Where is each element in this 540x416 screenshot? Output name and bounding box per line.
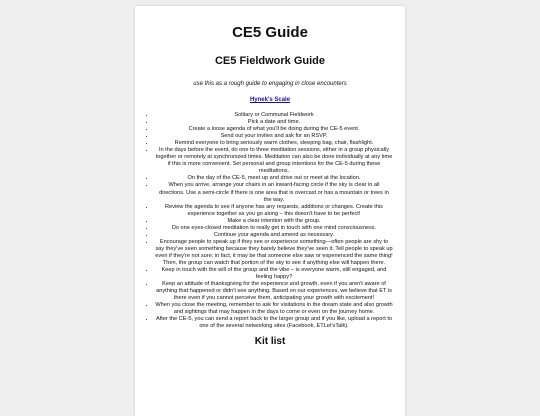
list-item: • Remind everyone to bring seriously warm clothes, sleeping bag, chair, flashlight. [155,140,393,147]
list-item: • Send out your invites and ask for an RSVP. [155,133,393,140]
list-item: • Keep an attitude of thanksgiving for the experience and growth, even if you aren't aware of anything that happened or didn't see anything. Based on our experiences, we believe that ET is there even if you cannot perceive them, anticipating your growth with excitement! [155,281,393,302]
list-item: • Make a clear intention with the group. [155,218,393,225]
page-title: CE5 Guide [232,24,308,41]
list-item: • Continue your agenda and amend as necessary. [155,232,393,239]
guide-content [135,24,405,347]
list-item: • Encourage people to speak up if they see or experience something—often people are shy to say they've seen something because they barely believe they've seen it. Tell people to speak up even if they're not sure; in fact, it may be that someone else saw or experienced the same thing! Then, the group can watch that portion of the sky to see if anything else will happen there. [155,239,393,267]
list-item: • Keep in touch with the will of the group and the vibe – is everyone warm, still engaged, and feeling happy? [155,267,393,281]
guide-card [135,6,405,416]
steps-list [147,112,393,330]
list-item: • When you arrive, arrange your chairs in an inward-facing circle if the sky is clear in all directions. Use a semi-circle if there is one area that is overcast or has a mountain or trees in the way. [155,182,393,203]
page-subtitle: CE5 Fieldwork Guide [214,55,326,67]
list-item: • In the days before the event, do one to three meditation sessions, either in a group physically together or remotely at synchronized times. Meditation can also be done individually at any time if this is more convenient. Set personal and group intentions for the CE-5 during these meditations. [155,147,393,175]
hyneks-scale-link[interactable]: Hynek's Scale [249,97,291,103]
kit-list-heading: Kit list [254,336,286,348]
list-item: • On the day of the CE-5, meet up and drive out or meet at the location. [155,175,393,182]
list-item: • Create a loose agenda of what you'll be doing during the CE-5 event. [155,126,393,133]
list-item: • After the CE-5, you can send a report back to the larger group and if you like, upload a report to one of the several networking sites (Facebook, ETLet'sTalk). [155,316,393,330]
list-item: • Do one eyes-closed meditation to really get in touch with one mind consciousness. [155,225,393,232]
list-item: • Review the agenda to see if anyone has any requests, additions or changes. Create this experience together as you go along – this doesn't have to be perfect! [155,204,393,218]
intro-text: use this as a rough guide to engaging in close encounters [193,81,347,87]
list-item: • Solitary or Communal Fieldwork [155,112,393,119]
list-item: • Pick a date and time. [155,119,393,126]
list-item: • When you close the meeting, remember to ask for visitations in the dream state and also growth and sightings that may happen in the days to come or even on the journey home. [155,302,393,316]
